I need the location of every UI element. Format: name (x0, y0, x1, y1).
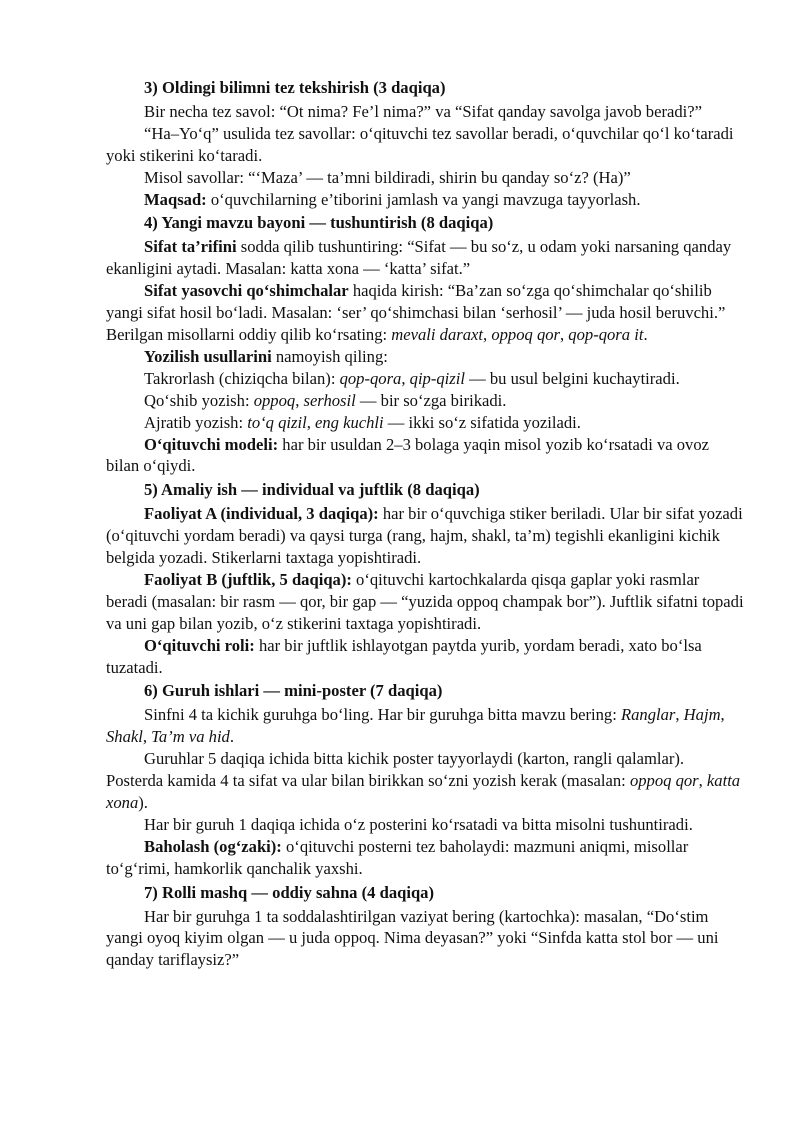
italic-example: oppoq qor (491, 324, 560, 344)
italic-example: qip-qizil (409, 368, 465, 388)
text-run: — bu usul belgini kuchaytiradi. (464, 368, 680, 388)
text-run: haqida kirish: “Ba’zan so‘zga qo‘shimchalar qo‘shilib yangi sifat hosil bo‘ladi. Masalan: ‘ser’ qo‘shimchasi bilan ‘serhosil’ — juda hosil beruvchi.” Berilgan misollarni oddiy qilib ko‘rsating: (106, 281, 726, 344)
paragraph (106, 346, 744, 368)
bold-term: Baholash (og‘zaki): (144, 836, 282, 856)
text-run: har bir o‘quvchiga stiker beriladi. Ular bir sifat yozadi (o‘qituvchi yordam beradi) va qaysi turga (rang, hajm, shakl, ta’m) tegishli ekanligini kichik belgida yozadi. Stikerlarni taxtaga yopishtiradi. (106, 504, 743, 568)
text-run: o‘quvchilarning e’tiborini jamlash va yangi mavzuga tayyorlash. (206, 189, 641, 209)
text-run: Qo‘shib yozish: (144, 390, 254, 410)
paragraph (106, 123, 744, 167)
text-run: , (295, 390, 304, 410)
text-run: — ikki so‘z sifatida yoziladi. (383, 412, 581, 432)
text-run: . (643, 324, 648, 344)
italic-example: serhosil (303, 390, 356, 410)
italic-example: eng kuchli (315, 412, 384, 432)
italic-example: oppoq qor (629, 771, 699, 791)
bold-term: O‘qituvchi roli: (144, 635, 255, 655)
paragraph (106, 836, 744, 880)
bold-term: Sifat ta’rifini (144, 237, 237, 257)
text-run: sodda qilib tushuntiring: “Sifat — bu so‘z, u odam yoki narsaning qanday ekanligini aytadi. Masalan: katta xona — ‘katta’ sifat.” (106, 237, 732, 279)
text-run: — bir so‘zga birikadi. (355, 390, 507, 410)
bold-term: Faoliyat A (individual, 3 daqiqa): (144, 504, 379, 524)
text-run: . (229, 727, 235, 747)
italic-example: mevali daraxt (391, 324, 484, 344)
italic-example: to‘q qizil (247, 412, 307, 432)
section-heading: 3) Oldingi bilimni tez tekshirish (3 daqiqa) (144, 78, 446, 97)
paragraph (106, 814, 744, 836)
text-run: , (306, 412, 315, 432)
text-run: har bir juftlik ishlayotgan paytda yurib, yordam beradi, xato bo‘lsa tuzatadi. (106, 635, 702, 677)
text-run: , (401, 368, 410, 388)
section-heading: 6) Guruh ishlari — mini-poster (7 daqiqa) (144, 681, 443, 701)
text-run: Sinfni 4 ta kichik guruhga bo‘ling. Har bir guruhga bitta mavzu bering: (144, 705, 621, 725)
text-run: Har bir guruhga 1 ta soddalashtirilgan vaziyat bering (kartochka): masalan, “Do‘stim yangi oyoq kiyim olgan — u juda oppoq. Nima deyasan?” yoki “Sinfda katta stol bor — uni qanday tariflaysiz?” (106, 906, 719, 970)
bold-term: Faoliyat B (juftlik, 5 daqiqa): (144, 569, 352, 589)
italic-example: Ranglar (620, 705, 676, 725)
paragraph (106, 368, 744, 390)
text-run: Misol savollar: “‘Maza’ — ta’mni bildiradi, shirin bu qanday so‘z? (Ha)” (144, 167, 631, 187)
paragraph (106, 412, 744, 434)
document-page (106, 77, 744, 971)
section-heading: 7) Rolli mashq — oddiy sahna (4 daqiqa) (144, 882, 435, 902)
text-run: “Ha–Yo‘q” usulida tez savollar: o‘qituvchi tez savollar beradi, o‘quvchilar qo‘l ko‘taradi yoki stikerini ko‘taradi. (106, 123, 734, 165)
paragraph (106, 236, 744, 280)
bold-term: Yozilish usullarini (144, 346, 272, 366)
italic-example: Ta’m va hid (151, 727, 230, 747)
paragraph (106, 704, 744, 748)
paragraph (106, 101, 744, 123)
text-run: , (698, 771, 707, 791)
paragraph (106, 748, 744, 814)
bold-term: Sifat yasovchi qo‘shimchalar (144, 281, 349, 301)
bold-term: Maqsad: (144, 189, 207, 209)
text-run: o‘qituvchi kartochkalarda qisqa gaplar yoki rasmlar beradi (masalan: bir rasm — qor, bir gap — “yuzida oppoq champak bor”). Juftlik sifatni topadi va uni gap bilan yozib, o‘z stikerini taxtaga yopishtiradi. (106, 569, 744, 633)
text-run: Takrorlash (chiziqcha bilan): (144, 368, 340, 388)
paragraph (106, 503, 744, 569)
italic-example: oppoq (253, 390, 296, 410)
text-run: , (142, 727, 152, 747)
text-run: Guruhlar 5 daqiqa ichida bitta kichik poster tayyorlaydi (karton, rangli qalamlar). Posterda kamida 4 ta sifat va ular bilan birikkan so‘zni yozish kerak (masalan: (106, 749, 685, 791)
text-run: namoyish qiling: (271, 346, 388, 366)
paragraph (106, 189, 744, 211)
paragraph (106, 635, 744, 679)
italic-example: qop-qora it (568, 324, 644, 344)
text-run: , (675, 705, 684, 725)
paragraph (106, 167, 744, 189)
paragraph (106, 280, 744, 346)
italic-example: Shakl (106, 727, 143, 747)
text-run: Ajratib yozish: (144, 412, 248, 432)
text-run: har bir usuldan 2–3 bolaga yaqin misol yozib ko‘rsatadi va ovoz bilan o‘qiydi. (106, 434, 710, 476)
italic-example: qop-qora (339, 368, 402, 388)
text-run: Har bir guruh 1 daqiqa ichida o‘z posterini ko‘rsatadi va bitta misolni tushuntiradi. (144, 814, 693, 834)
paragraph (106, 906, 744, 972)
italic-example: Hajm (683, 705, 721, 725)
section-heading: 5) Amaliy ish — individual va juftlik (8 daqiqa) (144, 480, 480, 500)
section-heading: 4) Yangi mavzu bayoni — tushuntirish (8 daqiqa) (144, 213, 494, 233)
paragraph (106, 569, 744, 635)
text-run: , (720, 705, 725, 725)
italic-example: katta xona (106, 771, 741, 812)
text-run: , (560, 324, 569, 344)
text-run: ). (138, 793, 148, 812)
paragraph (106, 434, 744, 478)
paragraph (106, 390, 744, 412)
bold-term: O‘qituvchi modeli: (144, 434, 279, 454)
text-run: o‘qituvchi posterni tez baholaydi: mazmuni aniqmi, misollar to‘g‘rimi, hamkorlik qanchalik yaxshi. (106, 836, 689, 878)
text-run: Bir necha tez savol: “Ot nima? Fe’l nima?” va “Sifat qanday savolga javob beradi?” (144, 101, 702, 121)
text-run: , (483, 324, 492, 344)
